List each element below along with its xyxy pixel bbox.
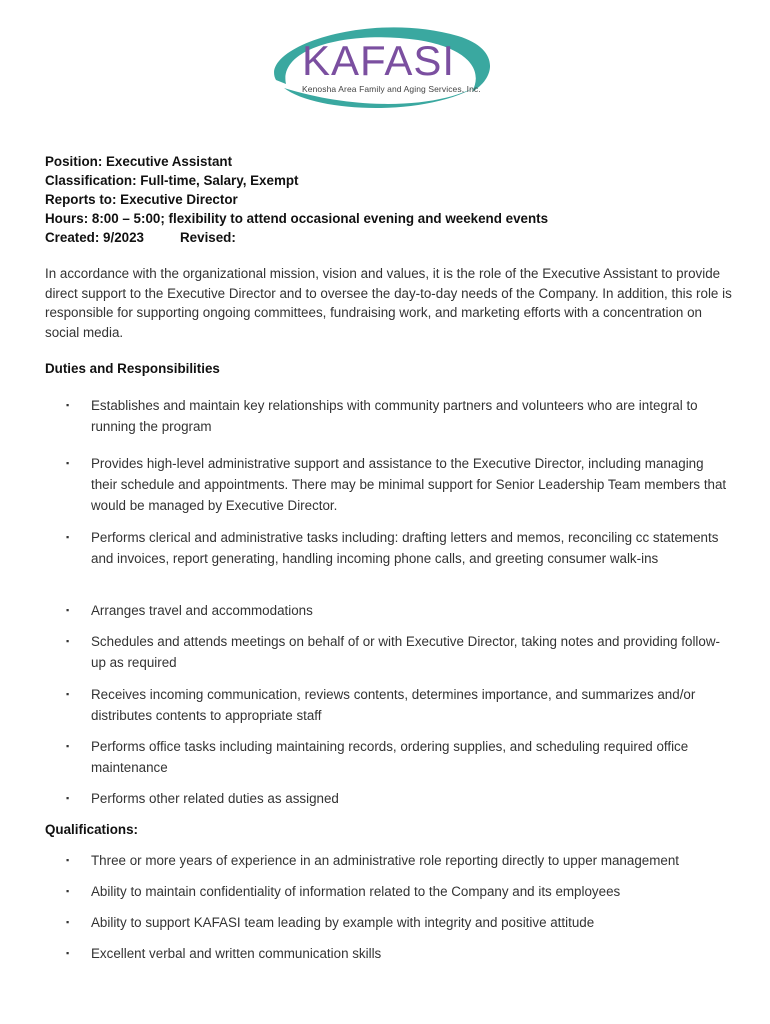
bullet-icon: ▪ bbox=[66, 793, 70, 803]
bullet-icon: ▪ bbox=[66, 458, 70, 468]
duty-text: Performs other related duties as assigned bbox=[91, 791, 339, 806]
qualification-text: Excellent verbal and written communication skills bbox=[91, 946, 382, 961]
bullet-icon: ▪ bbox=[66, 948, 70, 958]
revised-label: Revised: bbox=[180, 230, 236, 245]
duty-item bbox=[66, 453, 731, 516]
bullet-icon: ▪ bbox=[66, 400, 70, 410]
logo-name: KAFASI bbox=[302, 37, 456, 84]
duty-item bbox=[66, 600, 731, 621]
duty-text: Arranges travel and accommodations bbox=[91, 603, 313, 618]
duty-text: Performs office tasks including maintaining records, ordering supplies, and scheduling required office maintenance bbox=[91, 739, 689, 775]
duty-text: Schedules and attends meetings on behalf of or with Executive Director, taking notes and providing follow-up as required bbox=[91, 634, 720, 670]
duty-text: Receives incoming communication, reviews contents, determines importance, and summarizes and/or distributes contents to appropriate staff bbox=[91, 687, 696, 723]
qualification-item bbox=[66, 881, 731, 902]
kafasi-logo bbox=[258, 18, 498, 118]
duty-item bbox=[66, 736, 731, 778]
qualification-item bbox=[66, 850, 731, 871]
bullet-icon: ▪ bbox=[66, 886, 70, 896]
duty-text: Performs clerical and administrative tasks including: drafting letters and memos, reconciling cc statements and invoices, report generating, handling incoming phone calls, and greeting consumer walk-ins bbox=[91, 530, 719, 566]
classification-line: Classification: Full-time, Salary, Exempt bbox=[45, 173, 299, 188]
intro-paragraph: In accordance with the organizational mission, vision and values, it is the role of the Executive Assistant to provide direct support to the Executive Director and to oversee the day-to-day needs of the Company. In addition, this role is responsible for supporting ongoing committees, fundraising work, and marketing efforts with a concentration on social media. bbox=[45, 266, 732, 340]
duty-text: Establishes and maintain key relationships with community partners and volunteers who are integral to running the program bbox=[91, 398, 698, 434]
bullet-icon: ▪ bbox=[66, 532, 70, 542]
job-header bbox=[45, 152, 745, 247]
duty-item bbox=[66, 631, 731, 673]
created-revised-line bbox=[45, 228, 745, 247]
duty-item bbox=[66, 527, 731, 569]
duty-item bbox=[66, 788, 731, 809]
bullet-icon: ▪ bbox=[66, 741, 70, 751]
duty-item bbox=[66, 395, 731, 437]
hours-line: Hours: 8:00 – 5:00; flexibility to attend occasional evening and weekend events bbox=[45, 211, 549, 226]
qualification-item bbox=[66, 943, 731, 964]
bullet-icon: ▪ bbox=[66, 605, 70, 615]
duties-title: Duties and Responsibilities bbox=[45, 361, 220, 376]
qualifications-title: Qualifications: bbox=[45, 822, 139, 837]
qualification-text: Three or more years of experience in an administrative role reporting directly to upper management bbox=[91, 853, 679, 868]
bullet-icon: ▪ bbox=[66, 689, 70, 699]
reports-to-line: Reports to: Executive Director bbox=[45, 192, 238, 207]
bullet-icon: ▪ bbox=[66, 855, 70, 865]
bullet-icon: ▪ bbox=[66, 917, 70, 927]
position-line: Position: Executive Assistant bbox=[45, 154, 233, 169]
qualification-text: Ability to support KAFASI team leading by example with integrity and positive attitude bbox=[91, 915, 595, 930]
qualification-text: Ability to maintain confidentiality of information related to the Company and its employees bbox=[91, 884, 621, 899]
logo-subtitle: Kenosha Area Family and Aging Services, Inc. bbox=[302, 84, 481, 94]
bullet-icon: ▪ bbox=[66, 636, 70, 646]
created-date: Created: 9/2023 bbox=[45, 230, 144, 245]
duty-item bbox=[66, 684, 731, 726]
duty-text: Provides high-level administrative support and assistance to the Executive Director, including managing their schedule and appointments. There may be minimal support for Senior Leadership Team members that would be managed by Executive Director. bbox=[91, 456, 727, 513]
qualification-item bbox=[66, 912, 731, 933]
